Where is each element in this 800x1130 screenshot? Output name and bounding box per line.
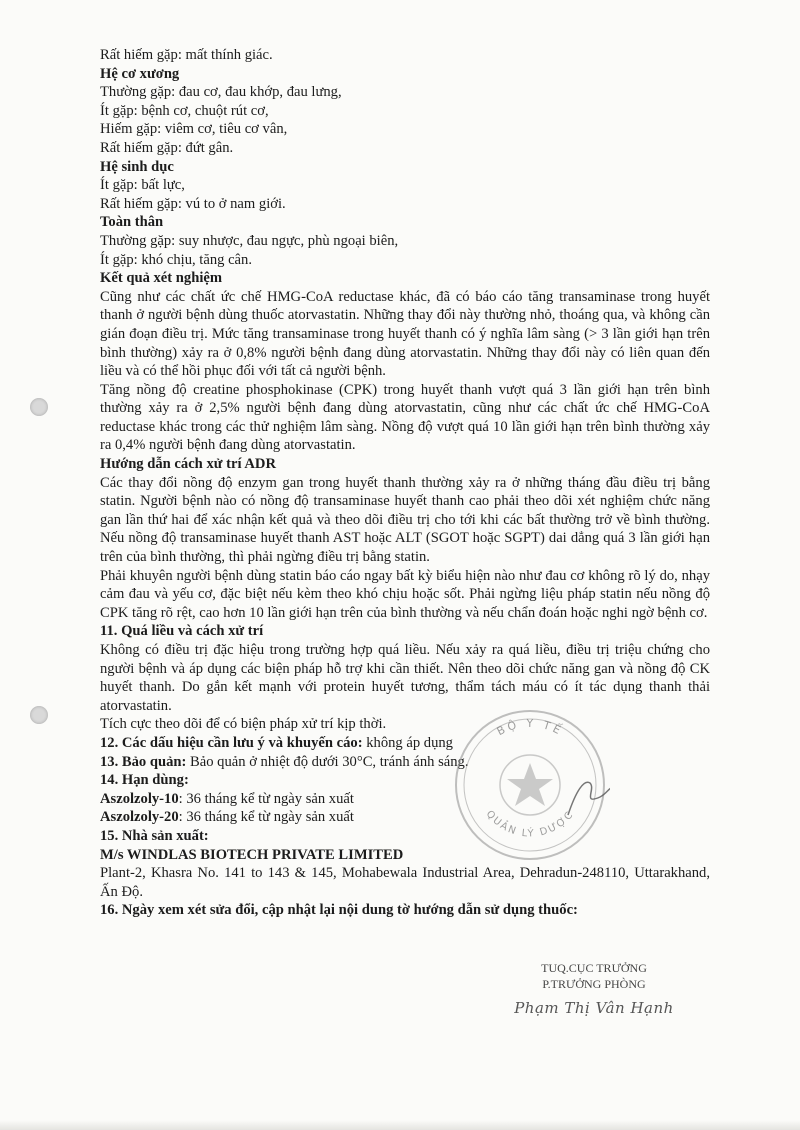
official-seal-stamp — [450, 705, 610, 865]
section-heading: 14. Hạn dùng: — [100, 772, 189, 789]
text-line: Các thay đổi nồng độ enzym gan trong huyết thanh thường xảy ra ở những tháng đầu điều trị bằng statin. Người bệnh nào có nồng độ transaminase huyết thanh cao phải theo dõi xét nghiệm chức năng gan lần thứ hai để xác nhận kết quả và theo dõi điều trị cho tới khi các bất thường trở về bình thường. Nếu nồng độ transaminase huyết thanh AST hoặc ALT (SGOT hoặc SGPT) dai dẳng quá 3 lần giới hạn trên của bình thường, thì phải ngừng điều trị bằng statin. — [100, 474, 710, 566]
signature-block — [504, 960, 684, 1016]
line-text: Bảo quản ở nhiệt độ dưới 30°C, tránh ánh sáng. — [186, 753, 469, 770]
text-line: Ít gặp: bệnh cơ, chuột rút cơ, — [100, 102, 269, 119]
labeled-line — [100, 790, 710, 809]
text-line: Cũng như các chất ức chế HMG-CoA reductase khác, đã có báo cáo tăng transaminase trong huyết thanh ở người bệnh dùng thuốc atorvastatin. Những thay đổi này thường nhỏ, thoáng qua, và không cần gián đoạn điều trị. Mức tăng transaminase trong huyết thanh có ý nghĩa lâm sàng (> 3 lần giới hạn trên bình thường) xảy ra ở 0,8% người bệnh đang dùng atorvastatin. Những thay đổi này có liên quan đến liều và có thể hồi phục đối với tất cả người bệnh. — [100, 288, 710, 380]
line-text: : 36 tháng kể từ ngày sản xuất — [178, 809, 354, 826]
labeled-line — [100, 808, 710, 827]
line-label: Aszolzoly-20 — [100, 809, 179, 826]
punch-hole-top — [30, 398, 48, 416]
text-line: Rất hiếm gặp: đứt gân. — [100, 139, 234, 156]
text-line: Rất hiếm gặp: mất thính giác. — [100, 47, 273, 63]
section-heading: M/s WINDLAS BIOTECH PRIVATE LIMITED — [100, 846, 404, 863]
text-line: Phải khuyên người bệnh dùng statin báo cáo ngay bất kỳ biểu hiện nào như đau cơ không rõ lý do, nhạy cảm đau và yếu cơ, đặc biệt nếu kèm theo khó chịu hoặc sốt. Phải ngừng liệu pháp statin nếu nồng độ CPK tăng rõ rệt, cao hơn 10 lần giới hạn trên của bình thường và nếu chẩn đoán hoặc nghi ngờ bệnh cơ. — [100, 567, 710, 621]
section-heading: 15. Nhà sản xuất: — [100, 827, 209, 844]
section-heading: Hướng dẫn cách xử trí ADR — [100, 456, 277, 473]
section-heading: Kết quả xét nghiệm — [100, 270, 223, 287]
labeled-line — [100, 734, 710, 753]
section-heading: Hệ cơ xương — [100, 65, 180, 82]
svg-text:QUẢN LÝ DƯỢC — [484, 809, 577, 840]
text-line: Tăng nồng độ creatine phosphokinase (CPK) trong huyết thanh vượt quá 3 lần giới hạn trên bình thường xảy ra ở 2,5% người bệnh đang dùng atorvastatin, cũng như các chất ức chế HMG-CoA reductase khác trong các thử nghiệm lâm sàng. Nồng độ vượt quá 10 lần giới hạn trên bình thường xảy ra 0,4% người bệnh đang dùng atorvastatin. — [100, 381, 710, 454]
signature-title-1: TUQ.CỤC TRƯỞNG — [541, 961, 647, 975]
line-text: : 36 tháng kể từ ngày sản xuất — [178, 790, 354, 807]
text-line: Thường gặp: đau cơ, đau khớp, đau lưng, — [100, 84, 342, 101]
svg-text:BỘ Y TẾ — [495, 717, 566, 738]
seal-text-bottom: QUẢN LÝ DƯỢC — [483, 808, 577, 840]
section-heading: Toàn thân — [100, 214, 164, 231]
text-line: Hiếm gặp: viêm cơ, tiêu cơ vân, — [100, 121, 288, 138]
text-line: Thường gặp: suy nhược, đau ngực, phù ngoại biên, — [100, 232, 399, 249]
line-label: Aszolzoly-10 — [100, 790, 179, 807]
section-heading: 16. Ngày xem xét sửa đổi, cập nhật lại nội dung tờ hướng dẫn sử dụng thuốc: — [100, 902, 578, 919]
text-line: Rất hiếm gặp: vú to ở nam giới. — [100, 195, 286, 212]
text-line: Plant-2, Khasra No. 141 to 143 & 145, Mohabewala Industrial Area, Dehradun-248110, Uttarakhand, Ấn Độ. — [100, 865, 710, 900]
seal-text-top: BỘ Y TẾ — [494, 716, 566, 739]
punch-hole-bottom — [30, 706, 48, 724]
line-text: không áp dụng — [362, 734, 453, 751]
line-label: 13. Bảo quản: — [100, 753, 187, 770]
signature-name: Phạm Thị Vân Hạnh — [514, 999, 674, 1017]
section-heading: 11. Quá liều và cách xử trí — [100, 623, 264, 640]
labeled-line — [100, 753, 710, 772]
document-body — [100, 46, 710, 920]
section-heading: Hệ sinh dục — [100, 158, 174, 175]
signature-title-2: P.TRƯỞNG PHÒNG — [542, 977, 646, 991]
line-label: 12. Các dấu hiệu cần lưu ý và khuyến cáo: — [100, 734, 363, 751]
text-line: Ít gặp: bất lực, — [100, 177, 185, 194]
page-bottom-edge — [0, 1120, 800, 1130]
text-line: Tích cực theo dõi để có biện pháp xử trí kịp thời. — [100, 716, 387, 733]
text-line: Ít gặp: khó chịu, tăng cân. — [100, 251, 252, 268]
text-line: Không có điều trị đặc hiệu trong trường hợp quá liều. Nếu xảy ra quá liều, điều trị triệu chứng cho người bệnh và áp dụng các biện pháp hỗ trợ khi cần thiết. Nên theo dõi chức năng gan và nồng độ CK huyết thanh. Do gắn kết mạnh với protein huyết tương, thẩm tách máu có ít tác dụng thanh thải atorvastatin. — [100, 642, 710, 714]
